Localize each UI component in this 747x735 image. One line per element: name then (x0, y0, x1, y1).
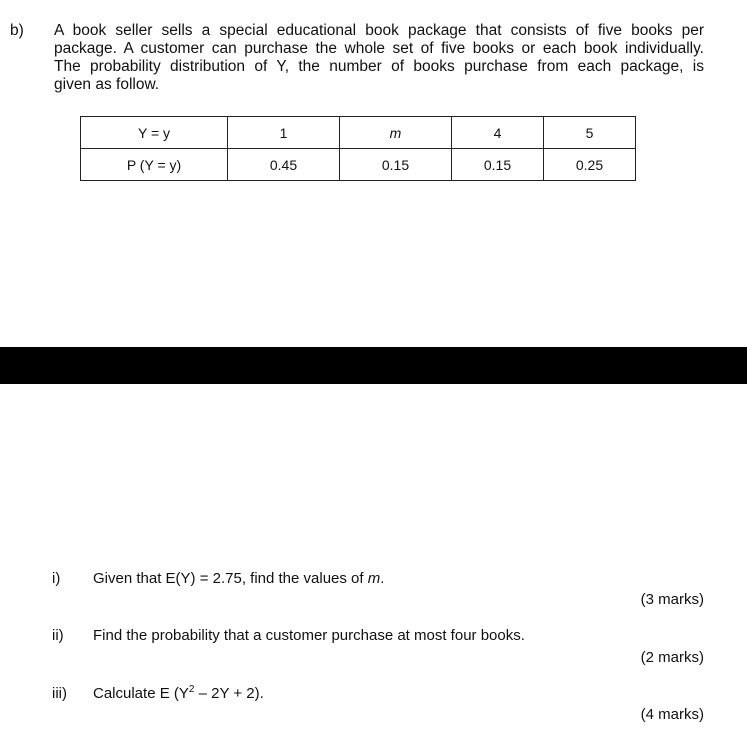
part-number: iii) (52, 685, 67, 702)
part-number: i) (52, 570, 61, 587)
marks-label: (2 marks) (640, 649, 704, 666)
superscript: 2 (188, 684, 195, 695)
part-number: ii) (52, 627, 64, 644)
table-row (81, 149, 636, 181)
redaction-bar (0, 347, 747, 384)
part-text: – 2Y + 2). (194, 685, 264, 702)
probability-distribution-table (80, 116, 636, 181)
question-intro (54, 22, 704, 94)
part-text: Calculate E (Y (93, 685, 189, 702)
marks-label: (3 marks) (640, 591, 704, 608)
variable-m: m (367, 570, 381, 587)
y-value-cell: 5 (544, 117, 636, 149)
p-value-cell: 0.15 (452, 149, 544, 181)
intro-line: A book seller sells a special educational book package that consists of five books per (54, 22, 704, 39)
row-header-p: P (Y = y) (81, 149, 228, 181)
table-row (81, 117, 636, 149)
intro-line: package. A customer can purchase the whole set of five books or each book individually. (54, 40, 704, 57)
p-value-cell: 0.25 (544, 149, 636, 181)
p-value-cell: 0.15 (340, 149, 452, 181)
part-text: . (380, 570, 385, 587)
part-question (93, 570, 384, 587)
part-text: Given that E(Y) = 2.75, find the values of (93, 570, 368, 587)
y-value-cell: 1 (228, 117, 340, 149)
row-header-y: Y = y (81, 117, 228, 149)
y-value-cell: m (340, 117, 452, 149)
intro-line: The probability distribution of Y, the number of books purchase from each package, is (54, 58, 704, 75)
intro-line: given as follow. (54, 76, 160, 93)
part-question (93, 685, 264, 702)
y-value-cell: 4 (452, 117, 544, 149)
marks-label: (4 marks) (640, 706, 704, 723)
question-label: b) (10, 22, 24, 39)
part-question: Find the probability that a customer purchase at most four books. (93, 627, 525, 644)
p-value-cell: 0.45 (228, 149, 340, 181)
